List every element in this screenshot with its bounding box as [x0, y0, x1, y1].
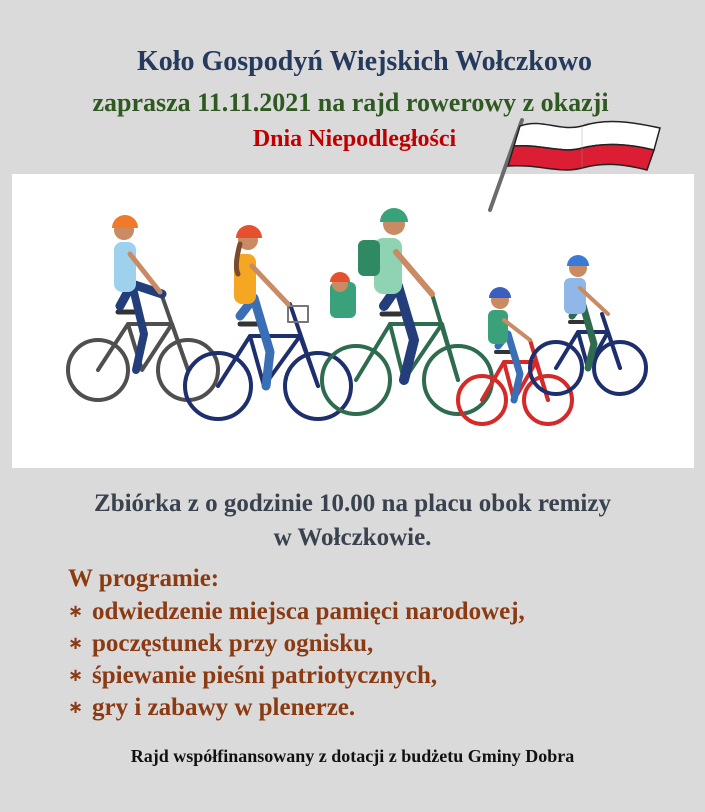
poster-title: Koło Gospodyń Wiejskich Wołczkowo [136, 46, 593, 77]
program-list [68, 596, 525, 724]
program-item: ∗ śpiewanie pieśni patriotycznych, [68, 662, 438, 689]
bullet-star-icon: ∗ [68, 665, 84, 686]
cyclist-woman-icon [68, 215, 218, 400]
meeting-info-line2: w Wołczkowie. [273, 524, 432, 551]
polish-flag-icon [482, 110, 672, 220]
program-item: ∗ odwiedzenie miejsca pamięci narodowej, [68, 598, 525, 625]
bullet-star-icon: ∗ [68, 633, 84, 654]
bullet-star-icon: ∗ [68, 697, 84, 718]
invitation-text: zaprasza 11.11.2021 na rajd rowerowy z okazji [92, 88, 609, 117]
bullet-star-icon: ∗ [68, 601, 84, 622]
funding-note: Rajd współfinansowany z dotacji z budżetu Gminy Dobra [130, 746, 575, 766]
occasion-text: Dnia Niepodległości [252, 126, 457, 152]
program-item: ∗ poczęstunek przy ognisku, [68, 630, 374, 657]
cyclist-child-icon [458, 287, 572, 424]
program-heading: W programie: [68, 565, 220, 592]
cyclist-child-icon [530, 255, 646, 394]
program-item: ∗ gry i zabawy w plenerze. [68, 694, 356, 721]
meeting-info-line1: Zbiórka z o godzinie 10.00 na placu obok remizy [94, 490, 611, 517]
